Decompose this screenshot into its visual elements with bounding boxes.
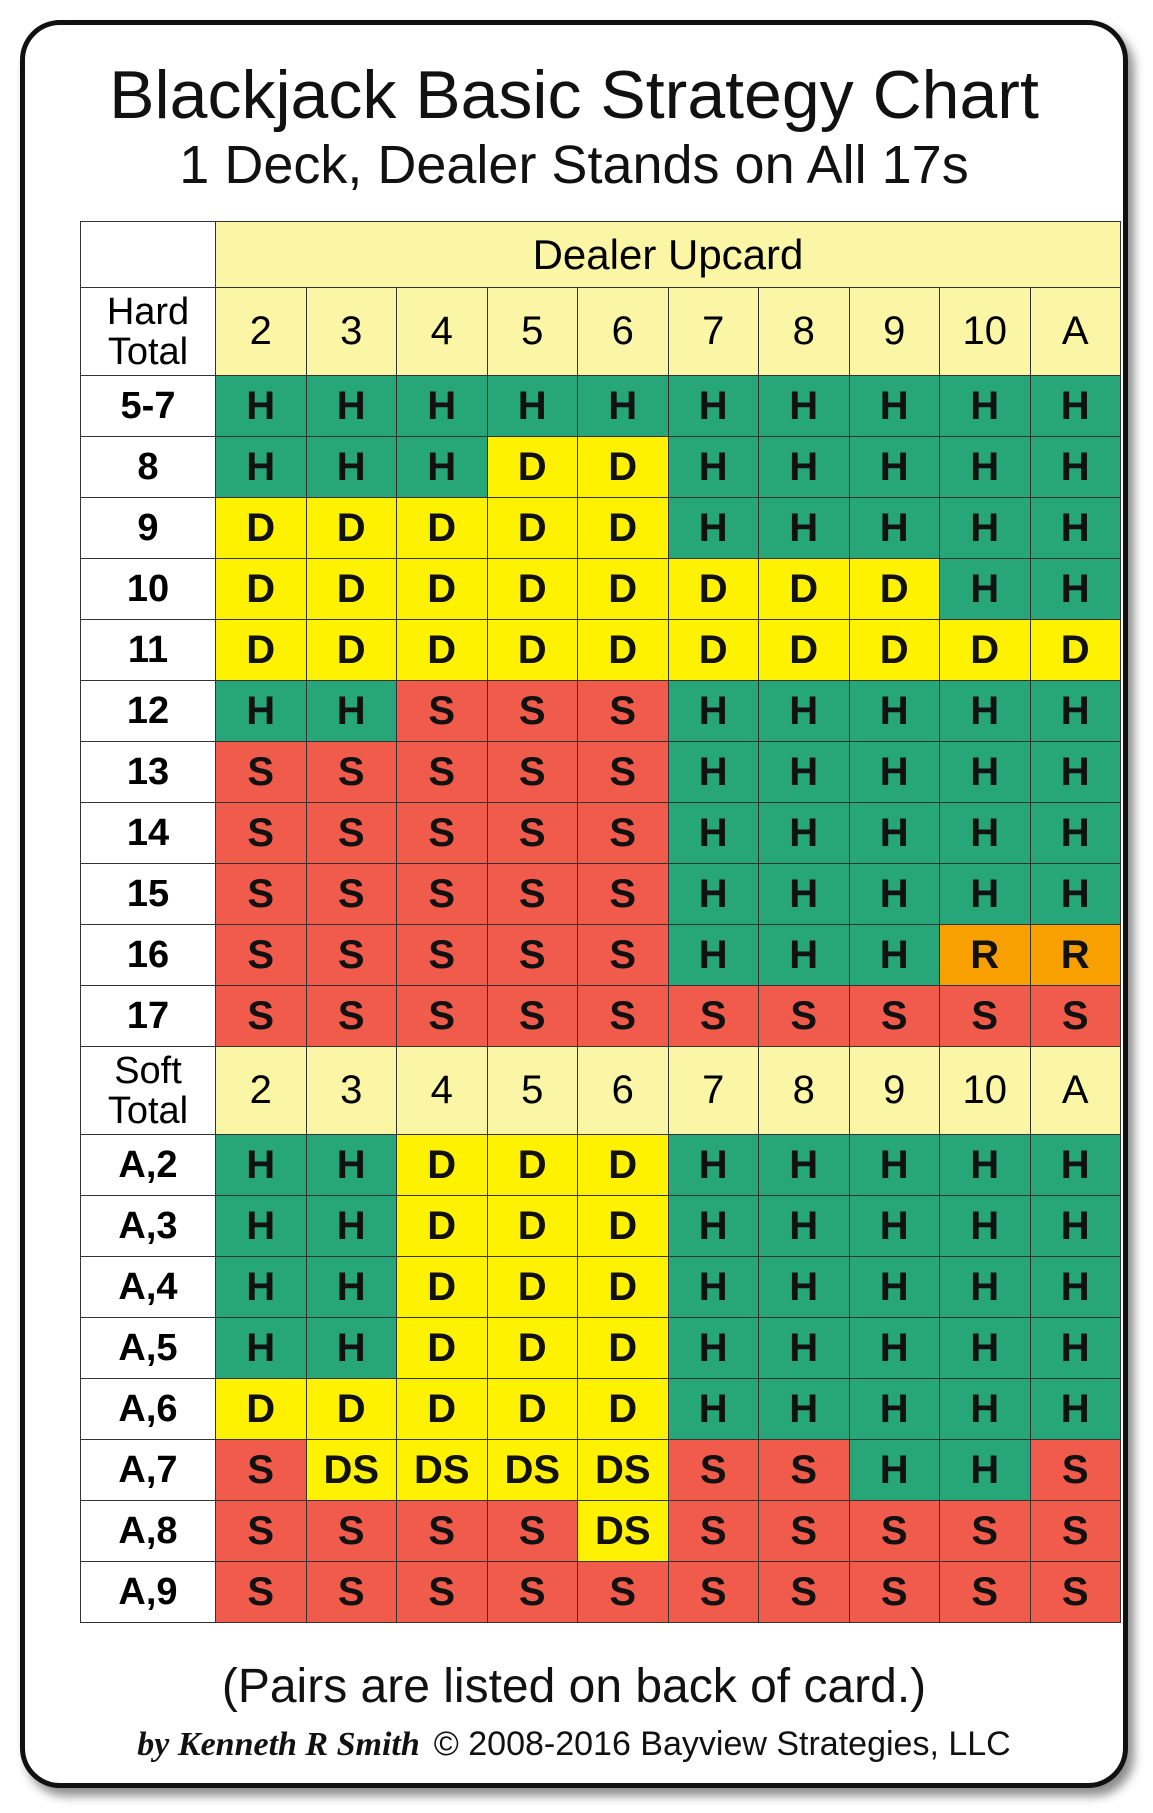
action-cell: D [306,498,397,559]
action-cell: S [397,986,488,1047]
action-cell: H [759,864,850,925]
action-cell: H [849,864,940,925]
soft-row-label: A,7 [81,1440,216,1501]
upcard-7: 7 [668,1047,759,1135]
action-cell: S [668,1440,759,1501]
hard-upcard-row [81,288,1121,376]
upcard-5: 5 [487,1047,578,1135]
table-row [81,376,1121,437]
action-cell: H [216,1318,307,1379]
action-cell: S [216,986,307,1047]
hard-row-label: 11 [81,620,216,681]
upcard-4: 4 [397,1047,488,1135]
action-cell: H [940,1196,1031,1257]
upcard-8: 8 [759,288,850,376]
soft-row-label: A,9 [81,1562,216,1623]
table-row [81,620,1121,681]
action-cell: S [397,681,488,742]
action-cell: H [849,1379,940,1440]
action-cell: S [487,803,578,864]
author: by Kenneth R Smith [137,1726,420,1763]
action-cell: D [487,620,578,681]
upcard-7: 7 [668,288,759,376]
corner-cell [81,222,216,288]
action-cell: H [849,376,940,437]
action-cell: H [668,925,759,986]
action-cell: S [397,1562,488,1623]
action-cell: H [849,1318,940,1379]
action-cell: H [940,1379,1031,1440]
action-cell: S [487,986,578,1047]
action-cell: D [216,620,307,681]
action-cell: H [668,1379,759,1440]
action-cell: S [1030,1562,1121,1623]
hard-label-line2: Total [107,330,189,373]
action-cell: R [940,925,1031,986]
action-cell: D [578,1318,669,1379]
table-row [81,559,1121,620]
action-cell: D [487,1318,578,1379]
action-cell: S [759,986,850,1047]
credits-line [25,1725,1123,1764]
upcard-6: 6 [578,1047,669,1135]
action-cell: D [578,498,669,559]
hard-row-label: 15 [81,864,216,925]
action-cell: S [759,1501,850,1562]
action-cell: H [1030,1257,1121,1318]
action-cell: H [940,803,1031,864]
action-cell: D [578,620,669,681]
soft-label-line1: Soft [114,1049,182,1092]
action-cell: H [940,1318,1031,1379]
action-cell: D [487,1257,578,1318]
table-row [81,1257,1121,1318]
action-cell: H [759,1379,850,1440]
soft-total-label [81,1047,216,1135]
action-cell: D [668,559,759,620]
action-cell: H [940,376,1031,437]
hard-row-label: 5-7 [81,376,216,437]
action-cell: S [216,1562,307,1623]
action-cell: S [487,864,578,925]
action-cell: D [487,1196,578,1257]
action-cell: R [1030,925,1121,986]
action-cell: D [487,1135,578,1196]
action-cell: S [397,803,488,864]
action-cell: S [306,1562,397,1623]
upcard-3: 3 [306,288,397,376]
action-cell: H [668,1318,759,1379]
upcard-6: 6 [578,288,669,376]
table-row [81,803,1121,864]
action-cell: H [487,376,578,437]
upcard-2: 2 [216,288,307,376]
action-cell: S [668,1562,759,1623]
soft-label-line2: Total [107,1089,189,1132]
action-cell: H [849,1196,940,1257]
action-cell: DS [397,1440,488,1501]
table-row [81,1562,1121,1623]
action-cell: H [668,864,759,925]
table-row [81,1196,1121,1257]
action-cell: D [397,1196,488,1257]
hard-row-label: 9 [81,498,216,559]
action-cell: D [578,1379,669,1440]
action-cell: D [487,1379,578,1440]
action-cell: D [578,1196,669,1257]
action-cell: D [849,620,940,681]
action-cell: H [849,681,940,742]
copyright: © 2008-2016 Bayview Strategies, LLC [433,1725,1011,1763]
action-cell: H [940,498,1031,559]
action-cell: H [849,803,940,864]
hard-row-label: 12 [81,681,216,742]
action-cell: H [940,437,1031,498]
action-cell: H [759,376,850,437]
action-cell: H [940,1135,1031,1196]
action-cell: H [216,1196,307,1257]
action-cell: DS [578,1501,669,1562]
action-cell: H [759,681,850,742]
action-cell: H [668,498,759,559]
action-cell: H [1030,559,1121,620]
upcard-2: 2 [216,1047,307,1135]
action-cell: S [1030,1440,1121,1501]
hard-total-label [81,288,216,376]
table-row [81,1440,1121,1501]
upcard-8: 8 [759,1047,850,1135]
hard-row-label: 13 [81,742,216,803]
action-cell: D [397,1257,488,1318]
action-cell: H [1030,681,1121,742]
action-cell: H [216,1257,307,1318]
action-cell: S [487,681,578,742]
action-cell: S [759,1562,850,1623]
hard-row-label: 17 [81,986,216,1047]
soft-row-label: A,8 [81,1501,216,1562]
action-cell: S [306,803,397,864]
action-cell: S [397,742,488,803]
action-cell: H [1030,376,1121,437]
action-cell: H [306,376,397,437]
action-cell: S [306,864,397,925]
action-cell: D [578,1257,669,1318]
action-cell: H [940,1440,1031,1501]
action-cell: S [578,925,669,986]
action-cell: D [306,1379,397,1440]
action-cell: H [668,742,759,803]
upcard-10: 10 [940,288,1031,376]
action-cell: H [668,803,759,864]
action-cell: D [578,1135,669,1196]
action-cell: H [849,1257,940,1318]
action-cell: S [397,1501,488,1562]
action-cell: D [216,1379,307,1440]
action-cell: S [578,986,669,1047]
action-cell: S [306,925,397,986]
action-cell: S [216,1501,307,1562]
action-cell: H [216,681,307,742]
hard-label-line1: Hard [106,290,190,333]
action-cell: H [306,1135,397,1196]
action-cell: H [759,1196,850,1257]
action-cell: D [397,1379,488,1440]
soft-row-label: A,3 [81,1196,216,1257]
action-cell: S [397,925,488,986]
table-row [81,681,1121,742]
action-cell: D [216,559,307,620]
table-row [81,742,1121,803]
action-cell: H [216,1135,307,1196]
hard-row-label: 10 [81,559,216,620]
action-cell: D [759,559,850,620]
upcard-A: A [1030,1047,1121,1135]
table-row [81,925,1121,986]
action-cell: S [759,1440,850,1501]
table-row [81,437,1121,498]
action-cell: S [849,1562,940,1623]
action-cell: D [668,620,759,681]
action-cell: H [578,376,669,437]
upcard-9: 9 [849,288,940,376]
upcard-3: 3 [306,1047,397,1135]
action-cell: DS [306,1440,397,1501]
action-cell: D [397,498,488,559]
action-cell: S [940,1562,1031,1623]
action-cell: H [668,1135,759,1196]
action-cell: H [668,1257,759,1318]
action-cell: S [306,1501,397,1562]
action-cell: S [216,925,307,986]
action-cell: H [668,376,759,437]
action-cell: H [940,742,1031,803]
action-cell: S [1030,1501,1121,1562]
upcard-9: 9 [849,1047,940,1135]
action-cell: H [849,1440,940,1501]
action-cell: S [668,986,759,1047]
action-cell: S [578,803,669,864]
action-cell: S [487,742,578,803]
action-cell: D [849,559,940,620]
soft-row-label: A,4 [81,1257,216,1318]
action-cell: H [940,1257,1031,1318]
action-cell: S [578,742,669,803]
action-cell: H [759,925,850,986]
action-cell: D [397,559,488,620]
table-row [81,1501,1121,1562]
action-cell: H [759,1257,850,1318]
upcard-A: A [1030,288,1121,376]
action-cell: S [668,1501,759,1562]
table-row [81,864,1121,925]
chart-title: Blackjack Basic Strategy Chart [109,57,1039,133]
action-cell: S [578,681,669,742]
hard-row-label: 8 [81,437,216,498]
action-cell: H [668,681,759,742]
action-cell: H [668,1196,759,1257]
action-cell: D [1030,620,1121,681]
action-cell: H [1030,803,1121,864]
action-cell: H [759,1135,850,1196]
action-cell: D [397,1318,488,1379]
upcard-10: 10 [940,1047,1031,1135]
hard-row-label: 14 [81,803,216,864]
action-cell: H [849,498,940,559]
action-cell: H [306,437,397,498]
action-cell: H [940,559,1031,620]
action-cell: H [759,742,850,803]
action-cell: S [306,986,397,1047]
action-cell: H [306,1257,397,1318]
dealer-upcard-header: Dealer Upcard [216,222,1121,288]
table-row [81,986,1121,1047]
action-cell: S [216,1440,307,1501]
action-cell: H [849,1135,940,1196]
action-cell: H [940,864,1031,925]
table-row [81,1135,1121,1196]
soft-row-label: A,6 [81,1379,216,1440]
upcard-4: 4 [397,288,488,376]
action-cell: S [487,1501,578,1562]
action-cell: H [1030,1379,1121,1440]
action-cell: S [216,803,307,864]
action-cell: S [578,1562,669,1623]
action-cell: D [940,620,1031,681]
chart-subtitle: 1 Deck, Dealer Stands on All 17s [179,135,969,195]
soft-row-label: A,2 [81,1135,216,1196]
upcard-5: 5 [487,288,578,376]
action-cell: S [1030,986,1121,1047]
action-cell: H [1030,1318,1121,1379]
action-cell: D [487,498,578,559]
action-cell: S [849,986,940,1047]
action-cell: H [1030,498,1121,559]
action-cell: D [759,620,850,681]
action-cell: H [849,742,940,803]
action-cell: H [759,498,850,559]
action-cell: D [306,620,397,681]
action-cell: D [397,1135,488,1196]
action-cell: S [216,742,307,803]
action-cell: H [216,437,307,498]
hard-row-label: 16 [81,925,216,986]
action-cell: S [578,864,669,925]
action-cell: DS [487,1440,578,1501]
pairs-note: (Pairs are listed on back of card.) [221,1660,927,1713]
soft-row-label: A,5 [81,1318,216,1379]
strategy-card [20,20,1128,1788]
action-cell: D [306,559,397,620]
action-cell: D [216,498,307,559]
action-cell: S [306,742,397,803]
action-cell: H [668,437,759,498]
action-cell: H [1030,864,1121,925]
action-cell: H [1030,742,1121,803]
action-cell: H [759,1318,850,1379]
action-cell: H [759,803,850,864]
action-cell: D [487,559,578,620]
action-cell: D [578,437,669,498]
strategy-table [80,221,1121,1623]
table-row [81,1379,1121,1440]
action-cell: H [849,925,940,986]
action-cell: H [1030,1135,1121,1196]
action-cell: S [397,864,488,925]
action-cell: H [306,1196,397,1257]
action-cell: H [306,681,397,742]
action-cell: S [849,1501,940,1562]
action-cell: S [216,864,307,925]
action-cell: H [397,437,488,498]
action-cell: H [1030,437,1121,498]
action-cell: DS [578,1440,669,1501]
action-cell: H [216,376,307,437]
action-cell: H [397,376,488,437]
action-cell: D [397,620,488,681]
action-cell: S [487,925,578,986]
action-cell: S [940,986,1031,1047]
action-cell: H [759,437,850,498]
action-cell: S [487,1562,578,1623]
action-cell: D [487,437,578,498]
action-cell: S [940,1501,1031,1562]
action-cell: H [1030,1196,1121,1257]
action-cell: D [578,559,669,620]
action-cell: H [940,681,1031,742]
action-cell: H [849,437,940,498]
table-row [81,1318,1121,1379]
action-cell: H [306,1318,397,1379]
soft-upcard-row [81,1047,1121,1135]
table-row [81,498,1121,559]
